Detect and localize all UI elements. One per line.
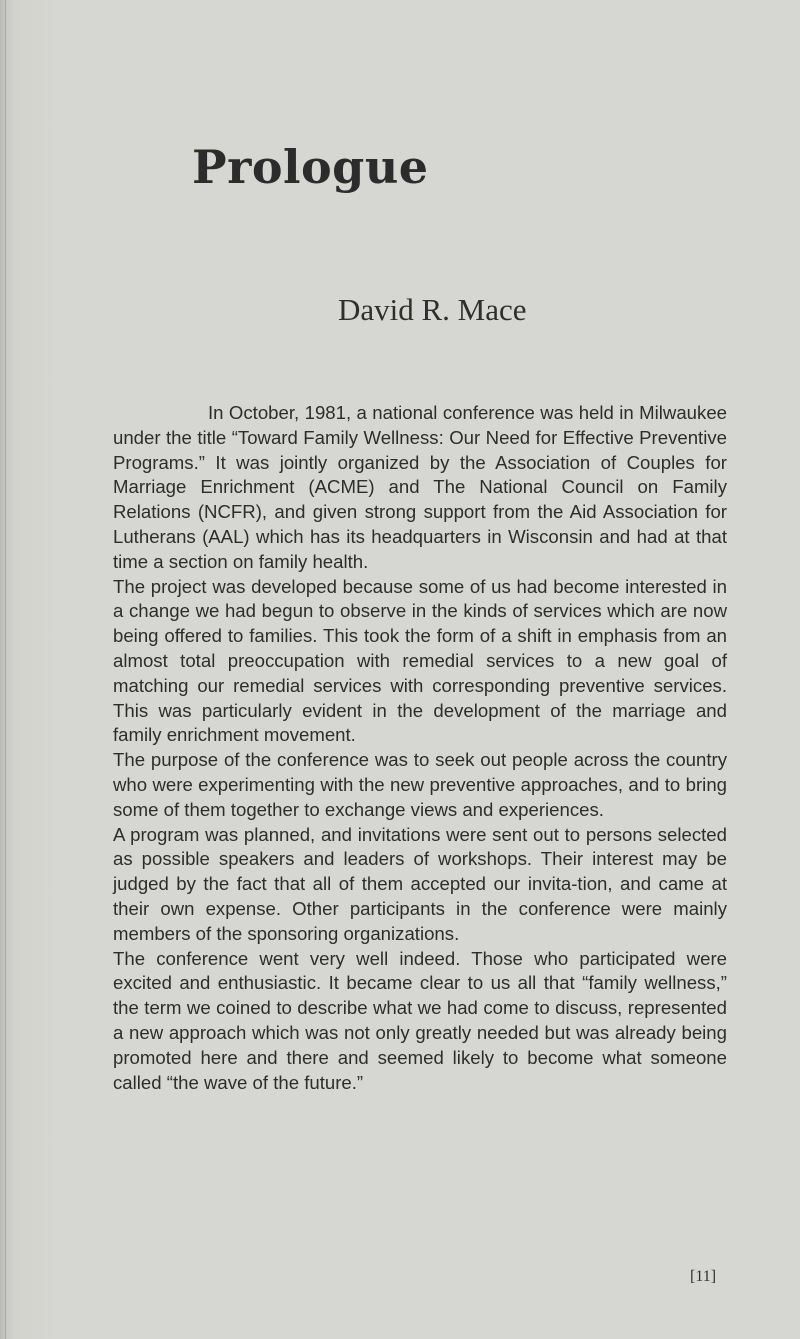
page-number: [11]	[690, 1268, 717, 1285]
chapter-title: Prologue	[192, 140, 429, 194]
page-gutter-line	[5, 0, 6, 1339]
paragraph: The project was developed because some of us had become interested in a change we had begun to observe in the kinds of services which are now being offered to families. This took the form of a shift in emphasis from an almost total preoccupation with remedial services to a new goal of matching our remedial services with corresponding preventive services. This was particularly evident in the development of the marriage and family enrichment movement.	[113, 575, 727, 746]
chapter-author: David R. Mace	[338, 292, 527, 327]
paragraph: The conference went very well indeed. Those who participated were excited and enthusiastic. It became clear to us all that “family wellness,” the term we coined to describe what we had come to discuss, represented a new approach which was not only greatly needed but was already being promoted here and there and seemed likely to become what someone called “the wave of the future.”	[113, 947, 727, 1093]
paragraph: In October, 1981, a national conference was held in Milwaukee under the title “Toward Family Wellness: Our Need for Effective Preventive Programs.” It was jointly organized by the Association of Couples for Marriage Enrichment (ACME) and The National Council on Family Relations (NCFR), and given strong support from the Aid Association for Lutherans (AAL) which has its headquarters in Wisconsin and had at that time a section on family health.	[113, 402, 727, 572]
body-text	[113, 401, 727, 1095]
paragraph: A program was planned, and invitations were sent out to persons selected as possible speakers and leaders of workshops. Their interest may be judged by the fact that all of them accepted our invita-tion, and came at their own expense. Other participants in the conference were mainly members of the sponsoring organizations.	[113, 823, 727, 944]
paragraph: The purpose of the conference was to seek out people across the country who were experimenting with the new preventive approaches, and to bring some of them together to exchange views and experiences.	[113, 749, 727, 820]
